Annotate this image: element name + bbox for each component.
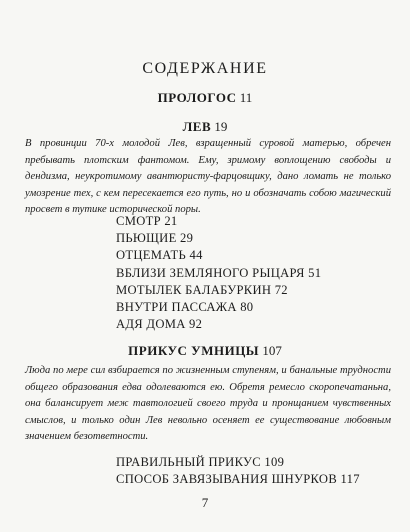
prologue-page: 11	[239, 90, 253, 105]
part2-chapter-list	[116, 454, 360, 488]
part1-name: ЛЕВ	[182, 119, 212, 134]
chapter-entry: ПЬЮЩИЕ 29	[116, 231, 194, 246]
chapter-entry: ВНУТРИ ПАССАЖА 80	[116, 300, 254, 315]
chapter-entry: ОТЦЕМАТЬ 44	[116, 248, 203, 263]
chapter-entry: СПОСОБ ЗАВЯЗЫВАНИЯ ШНУРКОВ 117	[116, 472, 360, 487]
page-title: СОДЕРЖАНИЕ	[142, 60, 268, 77]
part1-heading	[0, 119, 410, 135]
part1-chapter-list	[116, 213, 321, 333]
chapter-entry: ВБЛИЗИ ЗЕМЛЯНОГО РЫЦАРЯ 51	[116, 265, 322, 280]
prologue-entry	[0, 90, 410, 106]
chapter-entry: МОТЫЛЕК БАЛАБУРКИН 72	[116, 282, 288, 297]
part1-description: В провинции 70-х молодой Лев, взращенный суровой матерью, обречен пребывать плотским фантомом. Ему, зримому воплощению свободы и дендизма, неукротимому авантюристу-фарцовщику, дано ломать не только умозрение тех, с кем пересекается его путь, но и обозначать собою магический просвет в тутике исторической поры.	[25, 138, 391, 215]
prologue-name: ПРОЛОГОС	[157, 90, 237, 105]
chapter-entry: ПРАВИЛЬНЫЙ ПРИКУС 109	[116, 455, 285, 469]
part1-page: 19	[214, 119, 228, 134]
part2-heading	[0, 343, 410, 359]
part2-name: ПРИКУС УМНИЦЫ	[128, 343, 260, 358]
page-number: 7	[201, 495, 209, 510]
part2-description: Люда по мере сил взбирается по жизненным ступеням, и банальные трудности общего образования едва одолеваются ею. Обретя ремесло скоропечатаньна, она балансирует меж тавтологией своего труда и пронщанием чувственных смыслов, и только один Лев невольно осеняет ее существование любовным значением безответности.	[25, 365, 391, 442]
part2-page: 107	[262, 343, 282, 358]
chapter-entry: СМОТР 21	[116, 214, 178, 228]
chapter-entry: АДЯ ДОМА 92	[116, 317, 203, 332]
